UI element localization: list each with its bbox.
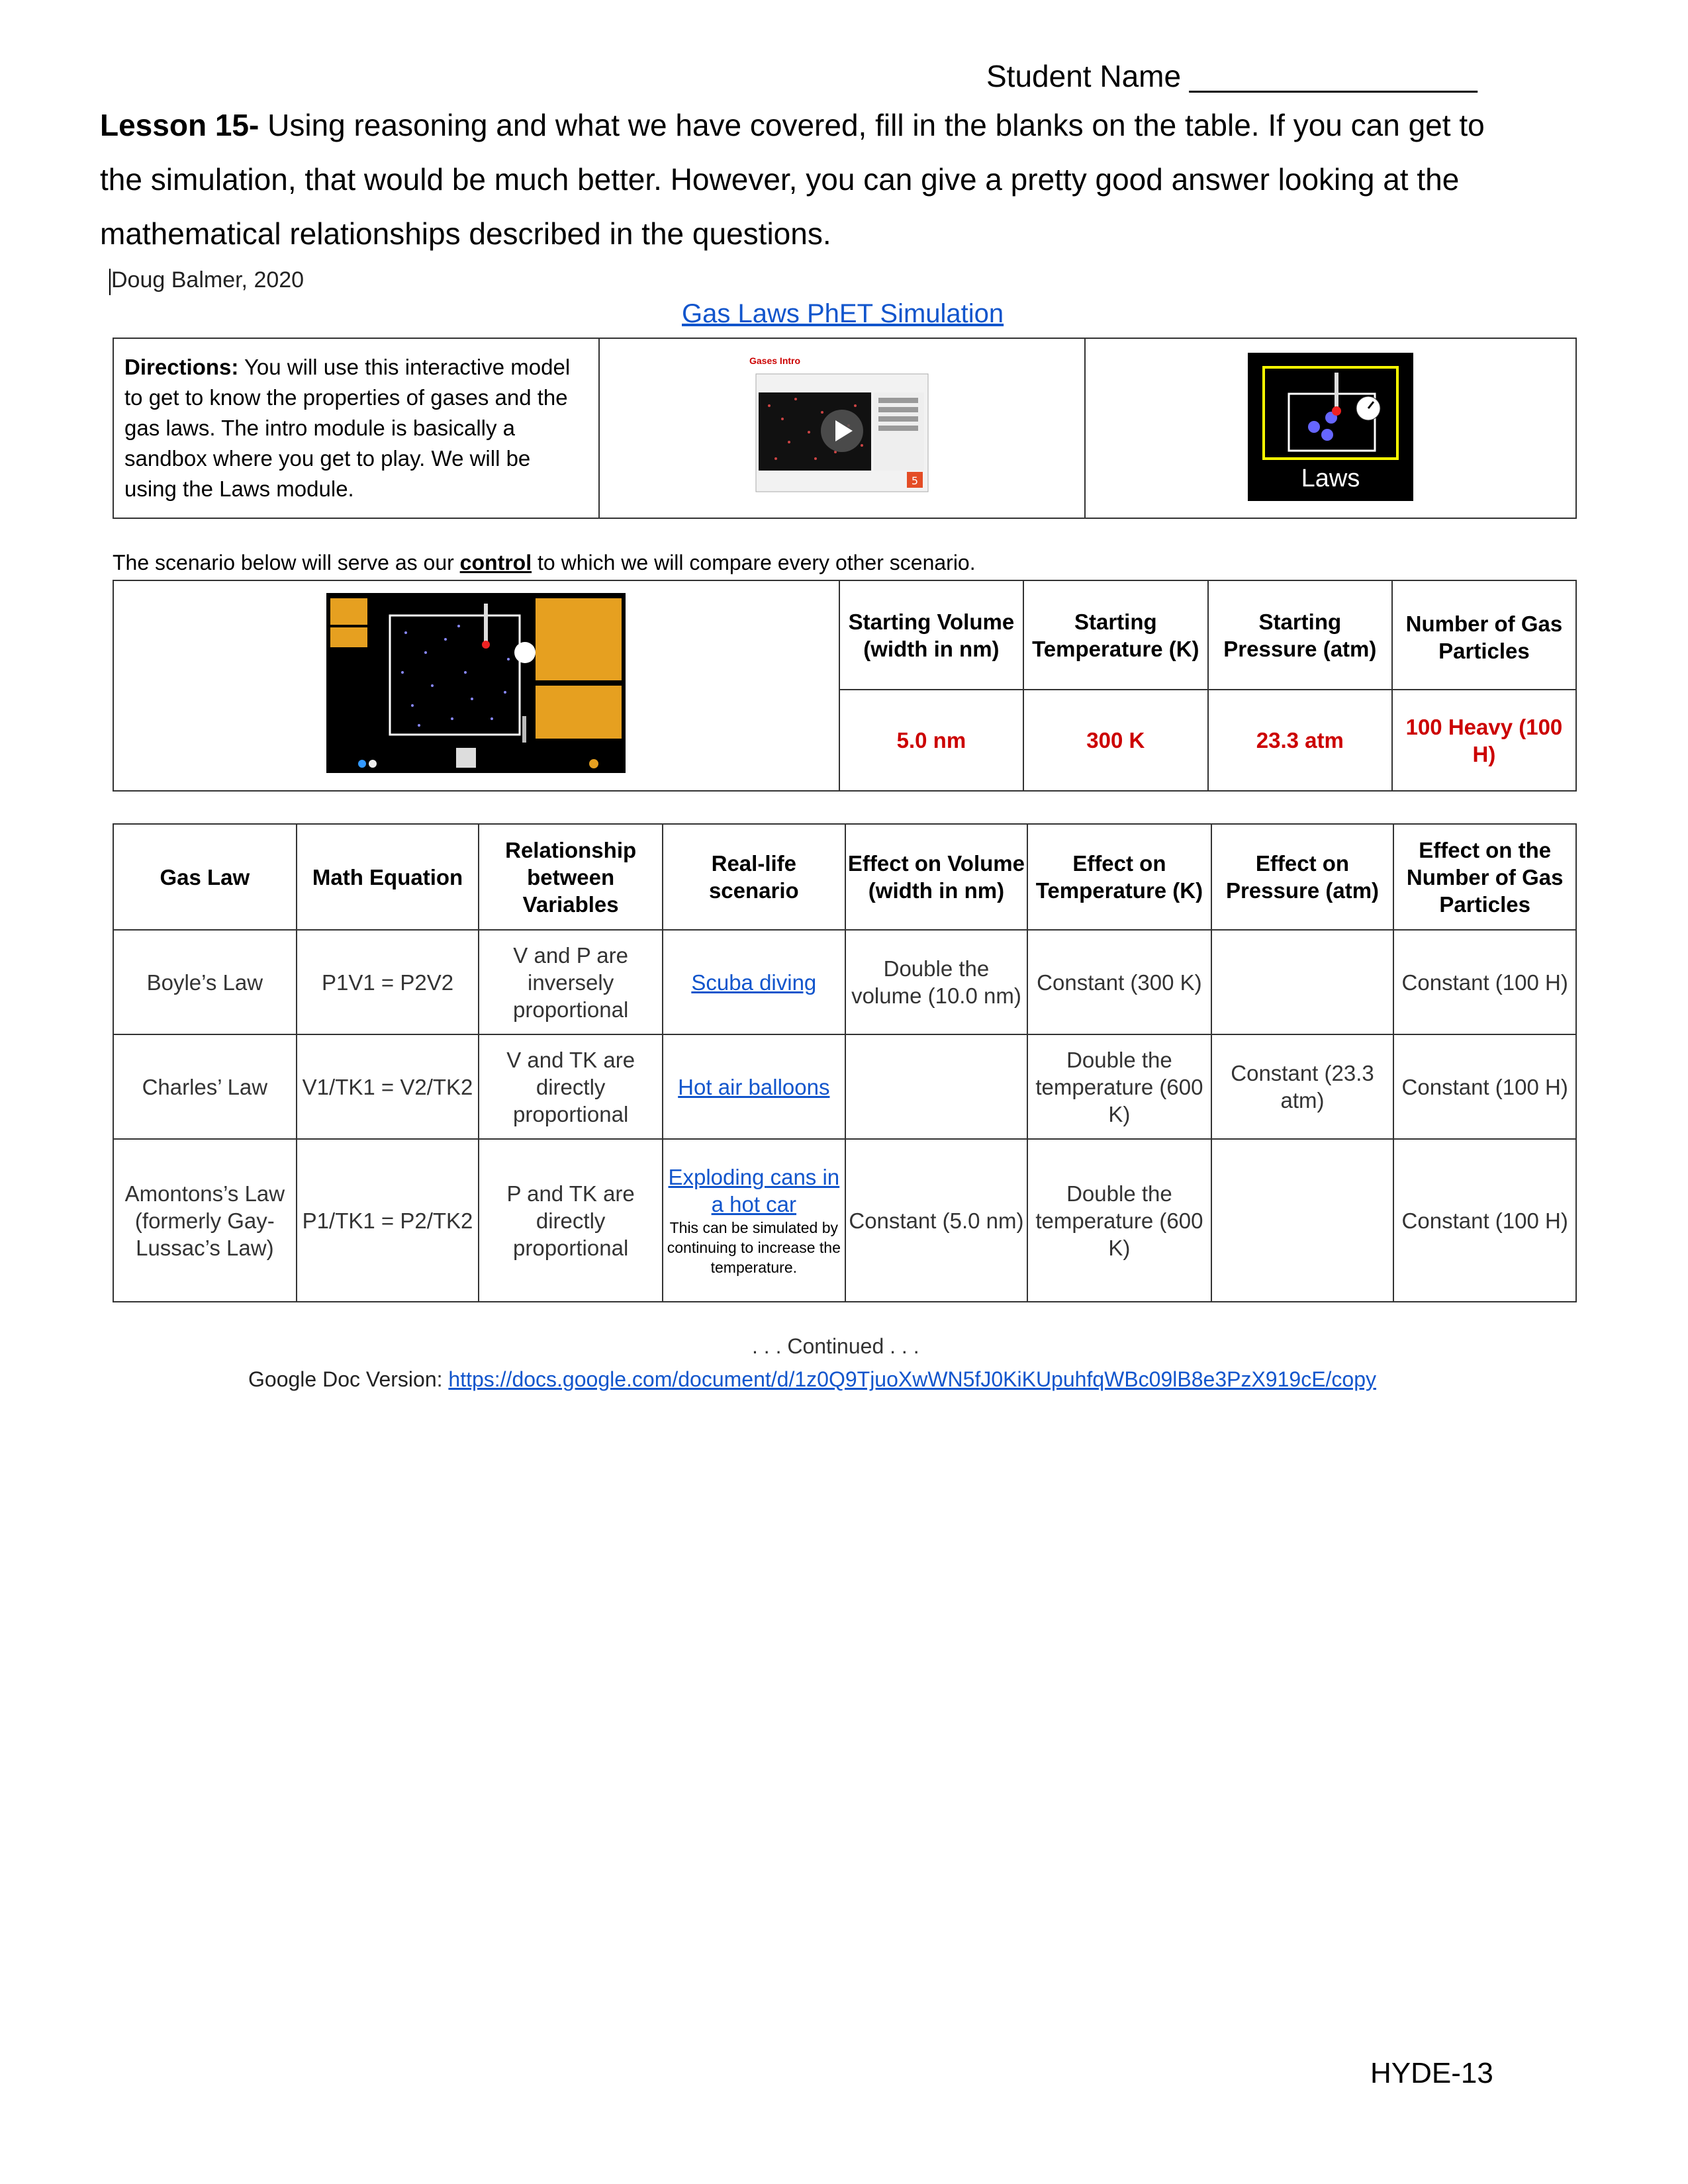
law-name: Amontons’s Law (formerly Gay-Lussac’s Law)	[113, 1139, 297, 1302]
directions-table	[113, 338, 1577, 519]
directions-text: You will use this interactive model to get to know the properties of gases and the gas laws. The intro module is basically a sandbox where you get to play. We will be using the Laws module.	[124, 355, 571, 501]
gases-intro-video[interactable]	[749, 355, 935, 498]
scenario-link[interactable]: Exploding cans in a hot car	[668, 1165, 840, 1216]
directions-label: Directions:	[124, 355, 239, 379]
page-footer-code: HYDE-13	[1370, 2057, 1493, 2089]
control-volume-value: 5.0 nm	[839, 690, 1023, 791]
google-doc-label: Google Doc Version:	[248, 1367, 443, 1391]
scenario-cell	[663, 930, 845, 1034]
effect-pressure	[1211, 930, 1394, 1034]
effect-pressure: Constant (23.3 atm)	[1211, 1034, 1394, 1139]
header-scenario: Real-life scenario	[663, 824, 845, 930]
laws-label: Laws	[1301, 464, 1360, 492]
control-pressure-value: 23.3 atm	[1208, 690, 1392, 791]
control-screenshot-cell	[113, 580, 839, 791]
effect-pressure	[1211, 1139, 1394, 1302]
math-equation: P1V1 = P2V2	[297, 930, 479, 1034]
header-effect-temperature: Effect on Temperature (K)	[1027, 824, 1211, 930]
video-cell	[599, 338, 1085, 518]
effect-temperature: Double the temperature (600 K)	[1027, 1034, 1211, 1139]
video-title: Gases Intro	[749, 355, 801, 366]
google-doc-line	[248, 1367, 1376, 1392]
header-relationship: Relationship between Variables	[479, 824, 663, 930]
lesson-label: Lesson 15-	[100, 108, 259, 142]
scenario-cell	[663, 1139, 845, 1302]
control-particles-value: 100 Heavy (100 H)	[1392, 690, 1576, 791]
caption-bold: control	[459, 551, 532, 574]
scenario-note: This can be simulated by continuing to increase the temperature.	[667, 1219, 841, 1276]
table-row	[113, 1139, 1576, 1302]
law-name: Charles’ Law	[113, 1034, 297, 1139]
laws-module-button[interactable]	[1248, 353, 1413, 501]
control-header-pressure: Starting Pressure (atm)	[1208, 580, 1392, 690]
header-gas-law: Gas Law	[113, 824, 297, 930]
math-equation: V1/TK1 = V2/TK2	[297, 1034, 479, 1139]
effect-volume: Constant (5.0 nm)	[845, 1139, 1027, 1302]
relationship: V and TK are directly proportional	[479, 1034, 663, 1139]
effect-particles: Constant (100 H)	[1393, 1139, 1576, 1302]
caption-pre: The scenario below will serve as our	[113, 551, 454, 574]
header-math-equation: Math Equation	[297, 824, 479, 930]
author-credit: Doug Balmer, 2020	[111, 267, 305, 293]
control-header-particles: Number of Gas Particles	[1392, 580, 1576, 690]
table-row	[113, 1034, 1576, 1139]
student-name-label: Student Name _________________	[986, 59, 1477, 93]
laws-cell	[1085, 338, 1576, 518]
video-thumbnail-icon	[749, 359, 935, 498]
caption-post: to which we will compare every other scenario.	[538, 551, 976, 574]
control-header-volume: Starting Volume (width in nm)	[839, 580, 1023, 690]
scenario-cell	[663, 1034, 845, 1139]
svg-text:5: 5	[911, 474, 919, 487]
relationship: P and TK are directly proportional	[479, 1139, 663, 1302]
header-effect-particles: Effect on the Number of Gas Particles	[1393, 824, 1576, 930]
effect-temperature: Double the temperature (600 K)	[1027, 1139, 1211, 1302]
effect-particles: Constant (100 H)	[1393, 930, 1576, 1034]
continued-label: . . . Continued . . .	[752, 1334, 919, 1358]
effect-volume	[845, 1034, 1027, 1139]
gas-laws-table	[113, 823, 1577, 1302]
directions-cell	[113, 338, 599, 518]
header-effect-volume: Effect on Volume (width in nm)	[845, 824, 1027, 930]
control-temperature-value: 300 K	[1023, 690, 1208, 791]
law-name: Boyle’s Law	[113, 930, 297, 1034]
simulation-screenshot-icon	[326, 593, 626, 773]
control-table	[113, 580, 1577, 792]
control-header-temperature: Starting Temperature (K)	[1023, 580, 1208, 690]
header-effect-pressure: Effect on Pressure (atm)	[1211, 824, 1394, 930]
table-row	[113, 930, 1576, 1034]
intro-paragraph	[100, 98, 1510, 261]
effect-volume: Double the volume (10.0 nm)	[845, 930, 1027, 1034]
effect-particles: Constant (100 H)	[1393, 1034, 1576, 1139]
scenario-link[interactable]: Hot air balloons	[678, 1074, 830, 1099]
google-doc-link[interactable]: https://docs.google.com/document/d/1z0Q9TjuoXwWN5fJ0KiKUpuhfqWBc09lB8e3PzX919cE/copy	[448, 1367, 1377, 1391]
math-equation: P1/TK1 = P2/TK2	[297, 1139, 479, 1302]
relationship: V and P are inversely proportional	[479, 930, 663, 1034]
effect-temperature: Constant (300 K)	[1027, 930, 1211, 1034]
intro-text: Using reasoning and what we have covered, fill in the blanks on the table. If you can get to the simulation, that would be much better. However, you can give a pretty good answer looking at the mathematical relationships described in the questions.	[100, 108, 1485, 251]
scenario-link[interactable]: Scuba diving	[691, 970, 817, 995]
control-caption	[113, 551, 976, 575]
phet-simulation-link[interactable]: Gas Laws PhET Simulation	[682, 299, 1004, 328]
